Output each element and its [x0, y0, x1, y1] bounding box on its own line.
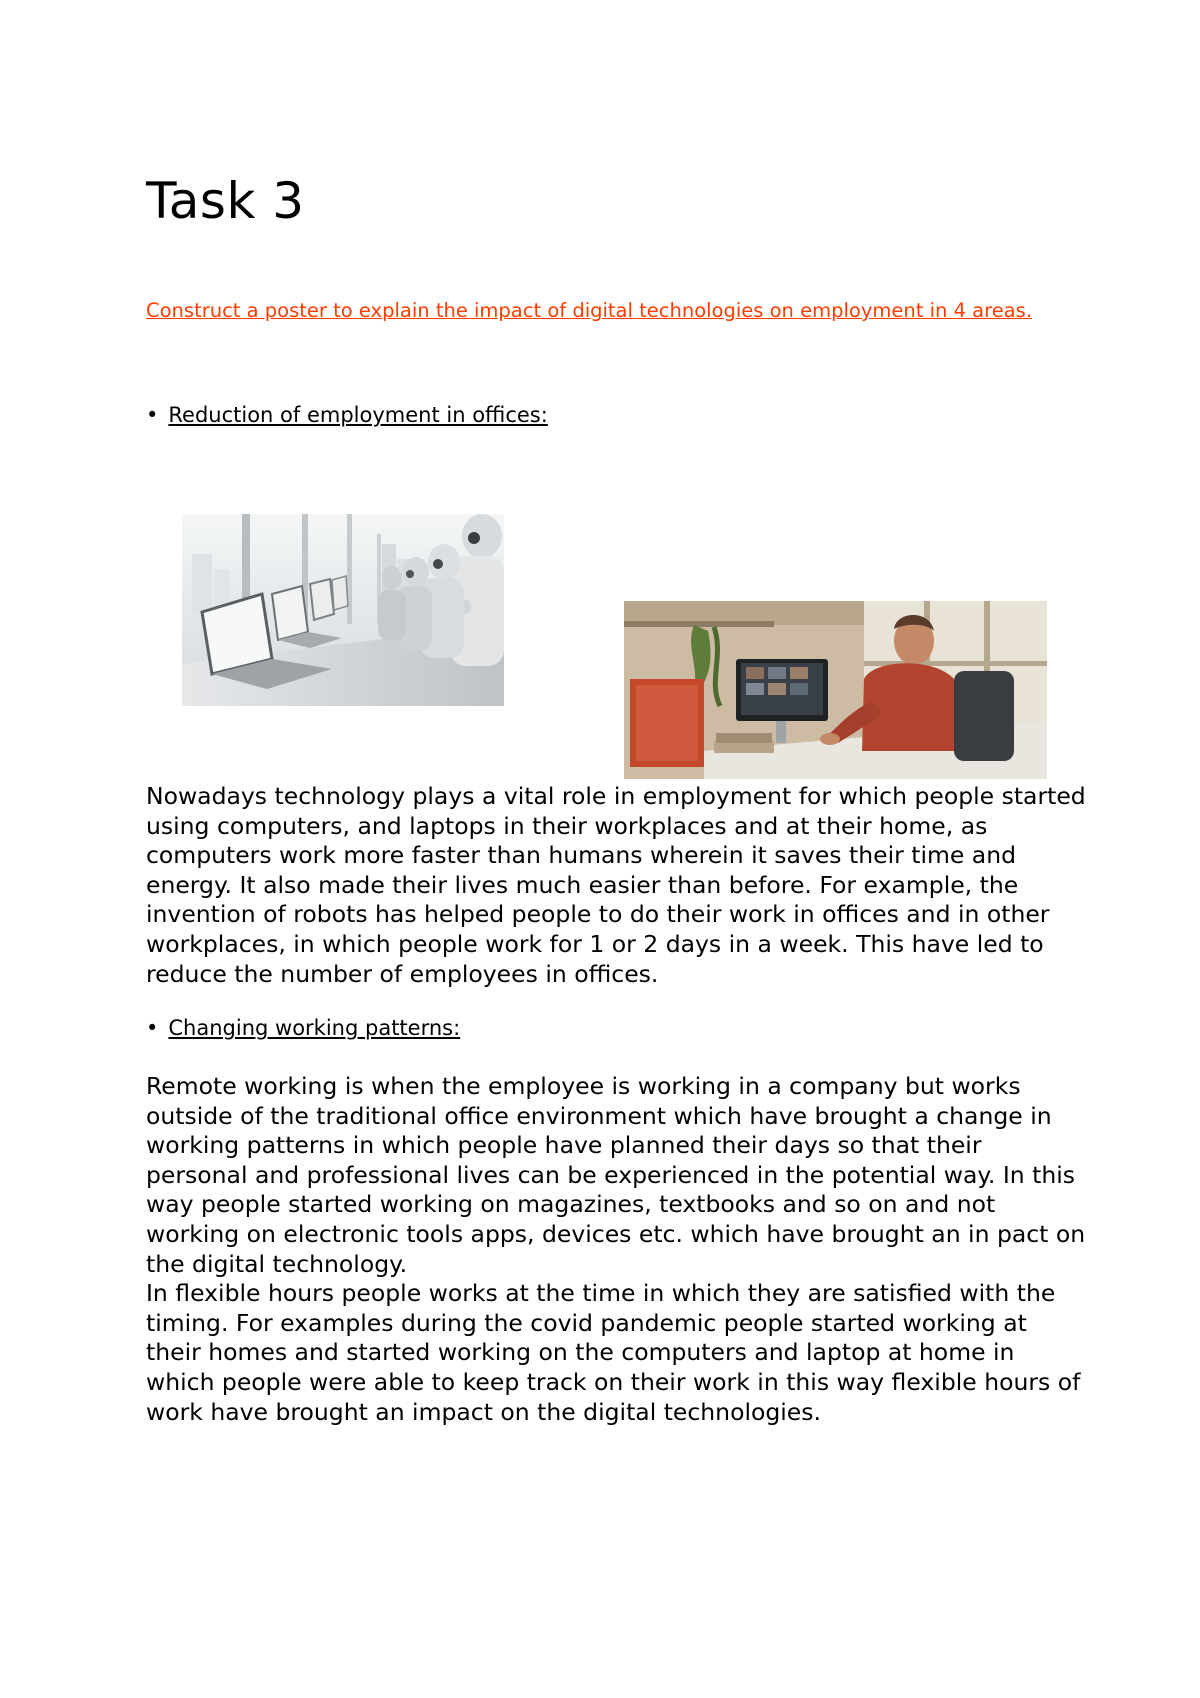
man-working-at-home-computer-photo	[624, 601, 1047, 779]
paragraph-flexible-hours: In flexible hours people works at the time in which they are satisfied with the timing. For examples during the covid pandemic people started working at their homes and started working on the computers and laptop at home in which people were able to keep track on their work in this way flexible hours of work have brought an impact on the digital technologies.	[146, 1279, 1081, 1426]
section-paragraph-reduction: Nowadays technology plays a vital role in employment for which people started using computers, and laptops in their workplaces and at their home, as computers work more faster than humans wherein it saves their time and energy. It also made their lives much easier than before. For example, the invention of robots has helped people to do their work in offices and in other workplaces, in which people work for 1 or 2 days in a week. This have led to reduce the number of employees in offices.	[146, 782, 1086, 988]
section-body-patterns	[146, 1072, 1086, 1427]
section-heading-patterns	[146, 1016, 460, 1040]
bullet-icon: •	[146, 1016, 159, 1040]
section-heading-label: Changing working patterns:	[168, 1016, 461, 1040]
paragraph-remote-working: Remote working is when the employee is working in a company but works outside of the traditional office environment which have brought a change in working patterns in which people have planned their days so that their personal and professional lives can be experienced in the potential way. In this way people started working on magazines, textbooks and so on and not working on electronic tools apps, devices etc. which have brought an in pact on the digital technology.	[146, 1072, 1086, 1278]
page-title: Task 3	[146, 172, 305, 230]
section-heading-reduction	[146, 403, 548, 427]
section-heading-label: Reduction of employment in offices:	[168, 403, 548, 427]
robots-at-laptops-photo	[182, 514, 504, 706]
bullet-icon: •	[146, 403, 159, 427]
task-instruction: Construct a poster to explain the impact of digital technologies on employment in 4 areas.	[146, 299, 1032, 322]
